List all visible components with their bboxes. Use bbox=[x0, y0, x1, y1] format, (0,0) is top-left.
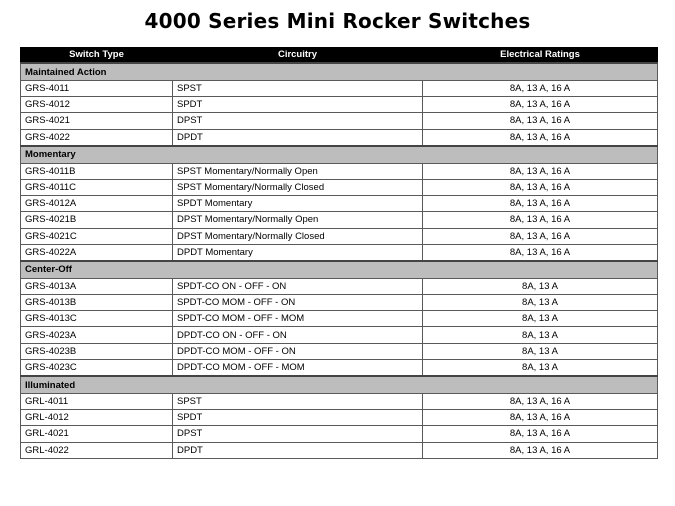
switch-type-cell: GRS-4013C bbox=[21, 311, 173, 327]
column-header-circuitry: Circuitry bbox=[173, 48, 423, 64]
switch-type-cell: GRS-4023C bbox=[21, 359, 173, 376]
switch-type-cell: GRS-4022 bbox=[21, 129, 173, 146]
group-header-row bbox=[21, 261, 658, 279]
electrical-rating-cell: 8A, 13 A, 16 A bbox=[423, 196, 658, 212]
group-label: Momentary bbox=[21, 146, 658, 164]
group-header-row bbox=[21, 63, 658, 81]
switch-type-cell: GRS-4023A bbox=[21, 327, 173, 343]
table-body bbox=[21, 63, 658, 458]
switch-type-cell: GRS-4011 bbox=[21, 81, 173, 97]
table-row bbox=[21, 394, 658, 410]
switch-type-cell: GRL-4012 bbox=[21, 410, 173, 426]
switch-type-cell: GRS-4011C bbox=[21, 179, 173, 195]
switch-type-cell: GRL-4022 bbox=[21, 442, 173, 458]
circuitry-cell: SPDT-CO MOM - OFF - ON bbox=[173, 295, 423, 311]
circuitry-cell: SPST Momentary/Normally Open bbox=[173, 163, 423, 179]
table-row bbox=[21, 163, 658, 179]
electrical-rating-cell: 8A, 13 A bbox=[423, 295, 658, 311]
circuitry-cell: DPDT Momentary bbox=[173, 244, 423, 261]
switch-type-cell: GRL-4011 bbox=[21, 394, 173, 410]
switch-type-cell: GRS-4023B bbox=[21, 343, 173, 359]
electrical-rating-cell: 8A, 13 A, 16 A bbox=[423, 244, 658, 261]
electrical-rating-cell: 8A, 13 A, 16 A bbox=[423, 426, 658, 442]
electrical-rating-cell: 8A, 13 A, 16 A bbox=[423, 442, 658, 458]
electrical-rating-cell: 8A, 13 A, 16 A bbox=[423, 212, 658, 228]
circuitry-cell: SPST bbox=[173, 81, 423, 97]
table-row bbox=[21, 426, 658, 442]
electrical-rating-cell: 8A, 13 A, 16 A bbox=[423, 163, 658, 179]
group-label: Center-Off bbox=[21, 261, 658, 279]
circuitry-cell: DPST Momentary/Normally Closed bbox=[173, 228, 423, 244]
switch-type-cell: GRS-4022A bbox=[21, 244, 173, 261]
electrical-rating-cell: 8A, 13 A, 16 A bbox=[423, 129, 658, 146]
table-row bbox=[21, 278, 658, 294]
electrical-rating-cell: 8A, 13 A bbox=[423, 343, 658, 359]
circuitry-cell: SPST bbox=[173, 394, 423, 410]
electrical-rating-cell: 8A, 13 A bbox=[423, 311, 658, 327]
circuitry-cell: DPDT bbox=[173, 129, 423, 146]
table-row bbox=[21, 327, 658, 343]
column-header-switch-type: Switch Type bbox=[21, 48, 173, 64]
table-row bbox=[21, 228, 658, 244]
electrical-rating-cell: 8A, 13 A, 16 A bbox=[423, 113, 658, 129]
electrical-rating-cell: 8A, 13 A bbox=[423, 359, 658, 376]
electrical-rating-cell: 8A, 13 A, 16 A bbox=[423, 410, 658, 426]
electrical-rating-cell: 8A, 13 A, 16 A bbox=[423, 179, 658, 195]
circuitry-cell: SPDT-CO ON - OFF - ON bbox=[173, 278, 423, 294]
table-row bbox=[21, 410, 658, 426]
switch-spec-table bbox=[20, 47, 658, 459]
switch-type-cell: GRS-4011B bbox=[21, 163, 173, 179]
switch-type-cell: GRS-4012A bbox=[21, 196, 173, 212]
switch-type-cell: GRS-4021B bbox=[21, 212, 173, 228]
switch-type-cell: GRS-4021 bbox=[21, 113, 173, 129]
electrical-rating-cell: 8A, 13 A, 16 A bbox=[423, 394, 658, 410]
electrical-rating-cell: 8A, 13 A, 16 A bbox=[423, 228, 658, 244]
table-row bbox=[21, 196, 658, 212]
electrical-rating-cell: 8A, 13 A bbox=[423, 327, 658, 343]
table-header-row bbox=[21, 48, 658, 64]
page-title: 4000 Series Mini Rocker Switches bbox=[144, 9, 531, 33]
circuitry-cell: DPDT-CO ON - OFF - ON bbox=[173, 327, 423, 343]
table-row bbox=[21, 359, 658, 376]
table-row bbox=[21, 343, 658, 359]
column-header-electrical-ratings: Electrical Ratings bbox=[423, 48, 658, 64]
circuitry-cell: DPDT bbox=[173, 442, 423, 458]
electrical-rating-cell: 8A, 13 A, 16 A bbox=[423, 97, 658, 113]
table-row bbox=[21, 212, 658, 228]
circuitry-cell: SPDT bbox=[173, 410, 423, 426]
circuitry-cell: DPST Momentary/Normally Open bbox=[173, 212, 423, 228]
table-row bbox=[21, 179, 658, 195]
table-row bbox=[21, 129, 658, 146]
table-row bbox=[21, 442, 658, 458]
table-row bbox=[21, 244, 658, 261]
circuitry-cell: SPDT Momentary bbox=[173, 196, 423, 212]
table-row bbox=[21, 295, 658, 311]
circuitry-cell: DPST bbox=[173, 426, 423, 442]
table-row bbox=[21, 81, 658, 97]
switch-type-cell: GRL-4021 bbox=[21, 426, 173, 442]
group-header-row bbox=[21, 146, 658, 164]
switch-type-cell: GRS-4012 bbox=[21, 97, 173, 113]
circuitry-cell: DPST bbox=[173, 113, 423, 129]
group-label: Maintained Action bbox=[21, 63, 658, 81]
switch-type-cell: GRS-4021C bbox=[21, 228, 173, 244]
table-row bbox=[21, 113, 658, 129]
switch-type-cell: GRS-4013B bbox=[21, 295, 173, 311]
circuitry-cell: SPST Momentary/Normally Closed bbox=[173, 179, 423, 195]
group-label: Illuminated bbox=[21, 376, 658, 394]
group-header-row bbox=[21, 376, 658, 394]
table-row bbox=[21, 97, 658, 113]
circuitry-cell: SPDT bbox=[173, 97, 423, 113]
electrical-rating-cell: 8A, 13 A, 16 A bbox=[423, 81, 658, 97]
electrical-rating-cell: 8A, 13 A bbox=[423, 278, 658, 294]
switch-type-cell: GRS-4013A bbox=[21, 278, 173, 294]
table-row bbox=[21, 311, 658, 327]
circuitry-cell: DPDT-CO MOM - OFF - ON bbox=[173, 343, 423, 359]
circuitry-cell: SPDT-CO MOM - OFF - MOM bbox=[173, 311, 423, 327]
circuitry-cell: DPDT-CO MOM - OFF - MOM bbox=[173, 359, 423, 376]
